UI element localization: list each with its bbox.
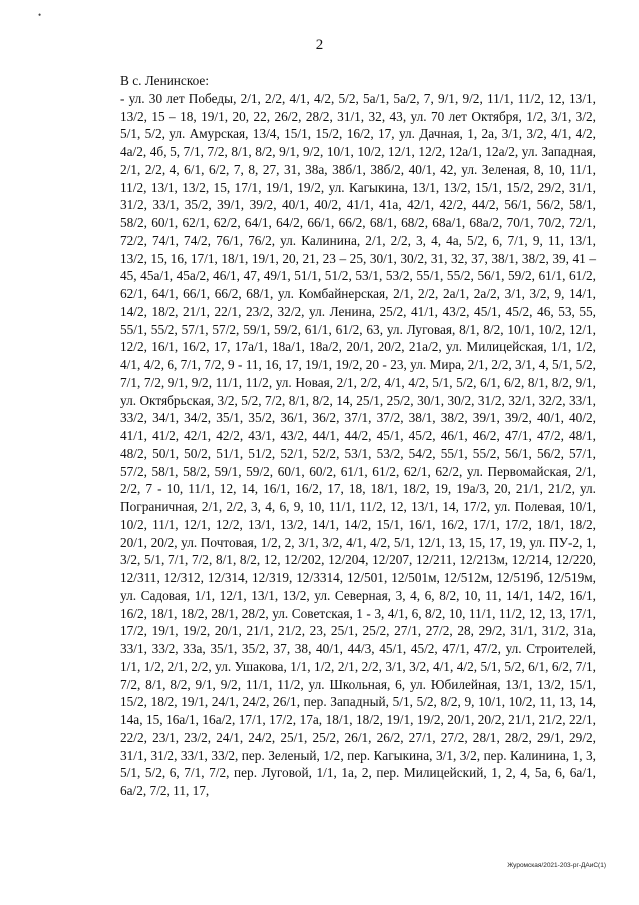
- document-body: [120, 72, 596, 800]
- section-heading: В с. Ленинское:: [120, 73, 210, 88]
- page-number: 2: [315, 37, 324, 53]
- address-list-paragraph: - ул. 30 лет Победы, 2/1, 2/2, 4/1, 4/2, 5/2, 5а/1, 5а/2, 7, 9/1, 9/2, 11/1, 11/2, 12, 13/1, 13/2, 15 – 18, 19/1, 20, 22, 26/2, 28/2, 31/1, 32, 43, ул. 70 лет Октября, 1/2, 3/1, 3/2, 5/1, 5/2, ул. Амурская, 13/4, 15/1, 15/2, 16/2, 17, ул. Дачная, 1, 2а, 3/1, 3/2, 4/1, 4/2, 4а/2, 4б, 5, 7/1, 7/2, 8/1, 8/2, 9/1, 9/2, 10/1, 10/2, 12/1, 12/2, 12а/1, 12а/2, ул. Западная, 2/1, 2/2, 4, 6/1, 6/2, 7, 8, 27, 31, 38а, 38б/1, 38б/2, 40/1, 42, ул. Зеленая, 8, 10, 11/1, 11/2, 13/1, 13/2, 15, 17/1, 19/1, 19/2, ул. Кагыкина, 13/1, 13/2, 15/1, 15/2, 29/2, 31/1, 31/2, 33/1, 35/2, 39/1, 39/2, 40/1, 40/2, 41/1, 41а, 42/1, 42/2, 44/2, 56/1, 56/2, 58/1, 58/2, 60/1, 62/1, 62/2, 64/1, 64/2, 66/1, 66/2, 68/1, 68/2, 68а/1, 68а/2, 70/1, 70/2, 72/1, 72/2, 74/1, 74/2, 76/1, 76/2, ул. Калинина, 2/1, 2/2, 3, 4, 4а, 5/2, 6, 7/1, 9, 11, 13/1, 13/2, 15, 16, 17/1, 18/1, 19/1, 20, 21, 23 – 25, 30/1, 30/2, 31, 32, 37, 38/1, 38/2, 39, 41 – 45, 45а/1, 45а/2, 46/1, 47, 49/1, 51/1, 51/2, 53/1, 53/2, 55/1, 55/2, 56/1, 59/2, 61/1, 61/2, 62/1, 64/1, 66/1, 66/2, 68/1, ул. Комбайнерская, 2/1, 2/2, 2а/1, 2а/2, 3/1, 3/2, 9, 14/1, 14/2, 18/2, 21/1, 22/1, 23/2, 32/2, ул. Ленина, 25/2, 41/1, 43/2, 45/1, 45/2, 46, 53, 55, 55/1, 55/2, 57/1, 57/2, 59/1, 59/2, 61/1, 61/2, 63, ул. Луговая, 8/1, 8/2, 10/1, 10/2, 12/1, 12/2, 16/1, 16/2, 17, 17а/1, 18а/1, 18а/2, 20/1, 20/2, 21а/2, ул. Милицейская, 1/1, 1/2, 4/1, 4/2, 6, 7/1, 7/2, 9 - 11, 16, 17, 19/1, 19/2, 20 - 23, ул. Мира, 2/1, 2/2, 3/1, 4, 5/1, 5/2, 7/1, 7/2, 9/1, 9/2, 11/1, 11/2, ул. Новая, 2/1, 2/2, 4/1, 4/2, 5/1, 5/2, 6/1, 6/2, 8/1, 8/2, 9/1, ул. Октябрьская, 3/2, 5/2, 7/2, 8/1, 8/2, 14, 25/1, 25/2, 30/1, 30/2, 31/2, 32/1, 32/2, 33/1, 33/2, 34/1, 34/2, 35/1, 35/2, 36/1, 36/2, 37/1, 37/2, 38/1, 38/2, 39/1, 39/2, 40/1, 40/2, 41/1, 41/2, 42/1, 42/2, 43/1, 43/2, 44/1, 44/2, 45/1, 45/2, 46/1, 46/2, 47/1, 47/2, 48/1, 48/2, 50/1, 50/2, 51/1, 51/2, 52/1, 52/2, 53/1, 53/2, 54/2, 55/1, 55/2, 56/1, 56/2, 57/1, 57/2, 58/1, 58/2, 59/1, 59/2, 60/1, 60/2, 61/1, 61/2, 62/1, 62/2, ул. Первомайская, 2/1, 2/2, 7 - 10, 11/1, 12, 14, 16/1, 16/2, 17, 18, 18/1, 18/2, 19, 19а/3, 20, 21/1, 21/2, ул. Пограничная, 2/1, 2/2, 3, 4, 6, 9, 10, 11/1, 11/2, 12, 13/1, 14, 17/2, ул. Полевая, 10/1, 10/2, 11/1, 12/1, 12/2, 13/1, 13/2, 14/1, 14/2, 15/1, 16/1, 16/2, 17/1, 17/2, 18/1, 18/2, 20/1, 20/2, ул. Почтовая, 1/2, 2, 3/1, 3/2, 4/1, 4/2, 5/1, 12/1, 13, 15, 17, 19, ул. ПУ-2, 1, 3/2, 5/1, 7/1, 7/2, 8/1, 8/2, 12, 12/202, 12/204, 12/207, 12/211, 12/213м, 12/214, 12/220, 12/311, 12/312, 12/314, 12/319, 12/3314, 12/501, 12/501м, 12/512м, 12/519б, 12/519м, ул. Садовая, 1/1, 12/1, 13/1, 13/2, ул. Северная, 3, 4, 6, 8/2, 10, 11, 14/1, 14/2, 16/1, 16/2, 18/1, 18/2, 28/1, 28/2, ул. Советская, 1 - 3, 4/1, 6, 8/2, 10, 11/1, 11/2, 12, 13, 17/1, 17/2, 19/1, 19/2, 20/1, 21/1, 21/2, 23, 25/1, 25/2, 27/1, 27/2, 28, 29/2, 31/1, 31/2, 31а, 33/1, 33/2, 33а, 35/1, 35/2, 37, 38, 40/1, 44/3, 45/1, 45/2, 47/1, 47/2, ул. Строителей, 1/1, 1/2, 2/1, 2/2, ул. Ушакова, 1/1, 1/2, 2/1, 2/2, 3/1, 3/2, 4/1, 4/2, 5/1, 5/2, 6/1, 6/2, 7/1, 7/2, 8/1, 8/2, 9/1, 9/2, 11/1, 11/2, ул. Школьная, 6, ул. Юбилейная, 13/1, 13/2, 15/1, 15/2, 18/2, 19/1, 24/1, 24/2, 26/1, пер. Западный, 5/1, 5/2, 8/2, 9, 10/1, 10/2, 11, 13, 14, 14а, 15, 16а/1, 16а/2, 17/1, 17/2, 17а, 18/1, 18/2, 19/1, 19/2, 20/1, 20/2, 21/1, 21/2, 22/1, 22/2, 23/1, 23/2, 24/1, 24/2, 25/1, 25/2, 26/1, 26/2, 27/1, 27/2, 28/1, 28/2, 29/1, 29/2, 31/1, 31/2, 33/1, 33/2, пер. Зеленый, 1/2, пер. Кагыкина, 3/1, 3/2, пер. Калинина, 1, 3, 5/1, 5/2, 6, 7/1, 7/2, пер. Луговой, 1/1, 1а, 2, пер. Милицейский, 1, 2, 4, 5а, 6, 6а/1, 6а/2, 7/2, 11, 17,: [120, 90, 596, 798]
- document-footer: Журомская/2021-203-рг-ДАиС(1): [507, 862, 606, 869]
- corner-mark: •: [38, 10, 42, 20]
